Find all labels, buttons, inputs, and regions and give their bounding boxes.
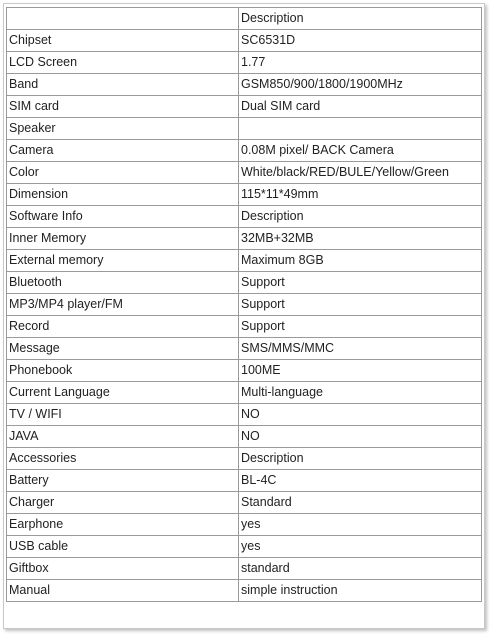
spec-value-cell: Multi-language	[239, 382, 482, 404]
table-row	[7, 580, 482, 602]
spec-value-cell	[239, 118, 482, 140]
table-row	[7, 360, 482, 382]
table-row	[7, 492, 482, 514]
spec-label-cell: Battery	[7, 470, 239, 492]
table-row	[7, 338, 482, 360]
table-row	[7, 228, 482, 250]
spec-value-cell: SMS/MMS/MMC	[239, 338, 482, 360]
spec-label-cell: Giftbox	[7, 558, 239, 580]
spec-label-cell: Record	[7, 316, 239, 338]
table-row	[7, 448, 482, 470]
spec-value-cell: Standard	[239, 492, 482, 514]
table-row	[7, 426, 482, 448]
spec-value-cell: Support	[239, 294, 482, 316]
table-row	[7, 118, 482, 140]
spec-table	[6, 7, 482, 602]
table-row	[7, 404, 482, 426]
spec-value-cell: yes	[239, 536, 482, 558]
spec-value-cell: standard	[239, 558, 482, 580]
table-row	[7, 536, 482, 558]
spec-label-cell: Accessories	[7, 448, 239, 470]
table-row	[7, 470, 482, 492]
spec-value-cell: BL-4C	[239, 470, 482, 492]
spec-label-cell: Speaker	[7, 118, 239, 140]
table-row	[7, 250, 482, 272]
table-row	[7, 206, 482, 228]
spec-value-cell: Description	[239, 206, 482, 228]
spec-label-cell: LCD Screen	[7, 52, 239, 74]
spec-value-cell: Support	[239, 316, 482, 338]
spec-label-cell: MP3/MP4 player/FM	[7, 294, 239, 316]
spec-value-cell: yes	[239, 514, 482, 536]
spec-label-cell: Bluetooth	[7, 272, 239, 294]
spec-label-cell: Band	[7, 74, 239, 96]
spec-value-cell: NO	[239, 404, 482, 426]
spec-label-cell: Manual	[7, 580, 239, 602]
spec-value-cell: SC6531D	[239, 30, 482, 52]
spec-label-cell: Current Language	[7, 382, 239, 404]
spec-label-cell	[7, 8, 239, 30]
table-row	[7, 382, 482, 404]
spec-label-cell: Camera	[7, 140, 239, 162]
table-row	[7, 294, 482, 316]
spec-value-cell: White/black/RED/BULE/Yellow/Green	[239, 162, 482, 184]
spec-label-cell: Dimension	[7, 184, 239, 206]
spec-value-cell: 1.77	[239, 52, 482, 74]
table-row	[7, 140, 482, 162]
spec-value-cell: Maximum 8GB	[239, 250, 482, 272]
spec-value-cell: 115*11*49mm	[239, 184, 482, 206]
table-row	[7, 162, 482, 184]
spec-label-cell: Charger	[7, 492, 239, 514]
spec-label-cell: Phonebook	[7, 360, 239, 382]
spec-label-cell: JAVA	[7, 426, 239, 448]
table-row	[7, 514, 482, 536]
spec-value-cell: Description	[239, 8, 482, 30]
table-row	[7, 8, 482, 30]
table-row	[7, 184, 482, 206]
spec-value-cell: Dual SIM card	[239, 96, 482, 118]
table-row	[7, 74, 482, 96]
spec-table-body	[7, 8, 482, 602]
table-row	[7, 30, 482, 52]
spec-value-cell: GSM850/900/1800/1900MHz	[239, 74, 482, 96]
spec-label-cell: Earphone	[7, 514, 239, 536]
table-row	[7, 52, 482, 74]
spec-label-cell: Message	[7, 338, 239, 360]
table-row	[7, 558, 482, 580]
spec-value-cell: Description	[239, 448, 482, 470]
spec-label-cell: Inner Memory	[7, 228, 239, 250]
spec-value-cell: simple instruction	[239, 580, 482, 602]
table-row	[7, 316, 482, 338]
spec-value-cell: NO	[239, 426, 482, 448]
spec-label-cell: USB cable	[7, 536, 239, 558]
spec-table-frame	[3, 3, 485, 629]
spec-label-cell: SIM card	[7, 96, 239, 118]
spec-label-cell: Color	[7, 162, 239, 184]
spec-label-cell: Software Info	[7, 206, 239, 228]
table-row	[7, 272, 482, 294]
spec-value-cell: 32MB+32MB	[239, 228, 482, 250]
spec-value-cell: Support	[239, 272, 482, 294]
spec-value-cell: 0.08M pixel/ BACK Camera	[239, 140, 482, 162]
table-row	[7, 96, 482, 118]
spec-label-cell: Chipset	[7, 30, 239, 52]
spec-label-cell: External memory	[7, 250, 239, 272]
spec-value-cell: 100ME	[239, 360, 482, 382]
spec-label-cell: TV / WIFI	[7, 404, 239, 426]
